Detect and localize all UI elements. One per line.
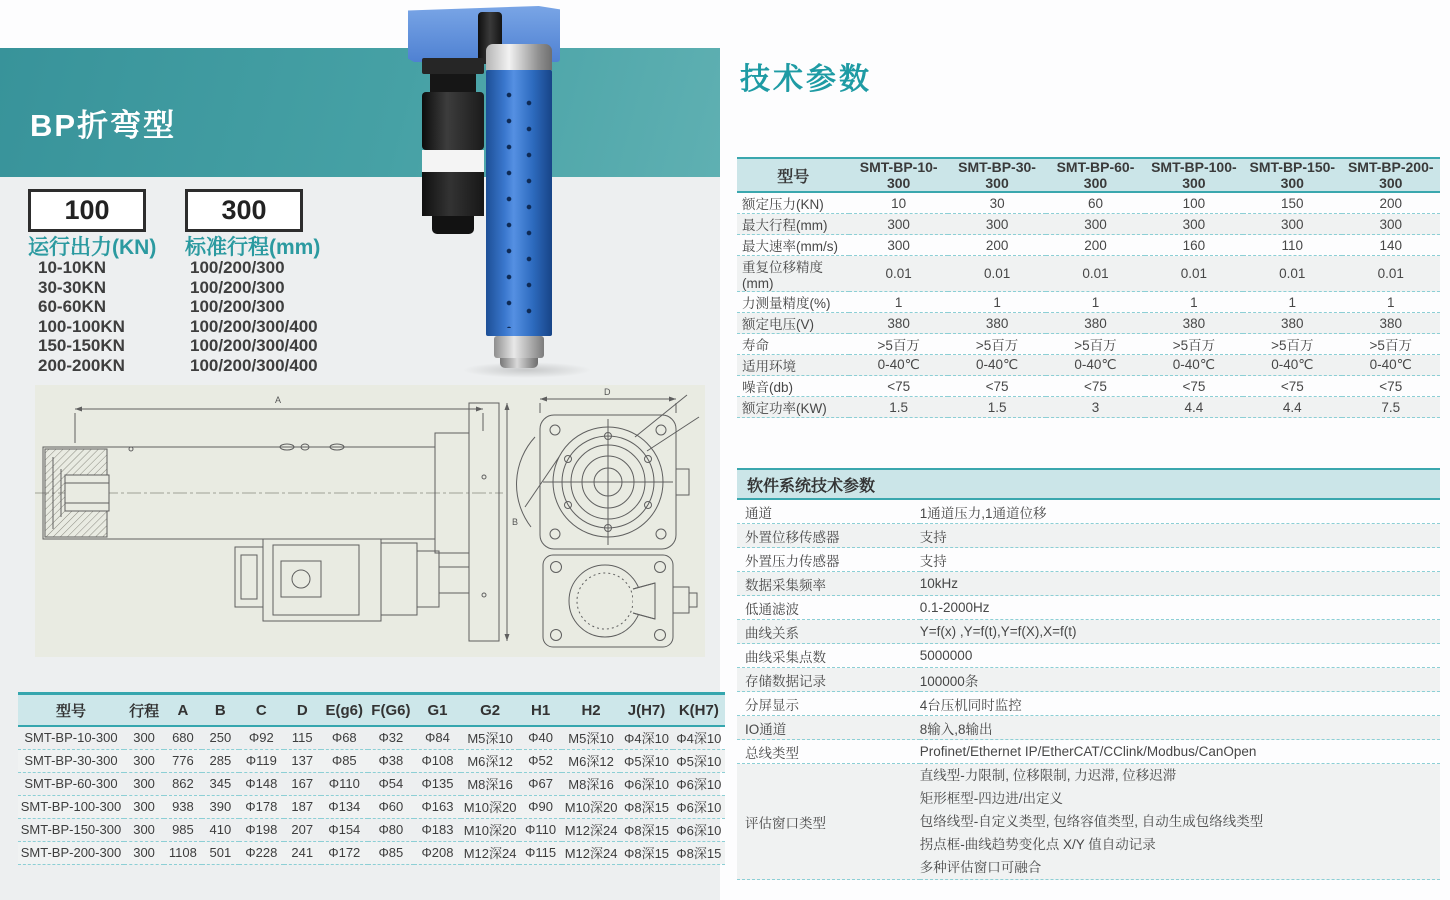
tech-table-head xyxy=(737,158,1440,192)
tech-cell: 380 xyxy=(1084,315,1107,331)
motor-neck xyxy=(430,74,476,92)
dimension-cell: 300 xyxy=(133,822,155,837)
dimension-cell: Φ67 xyxy=(528,776,553,791)
dimension-cell: Φ90 xyxy=(528,799,553,814)
dimension-cell: Φ68 xyxy=(331,730,357,746)
dimension-cell: 501 xyxy=(209,845,232,860)
tech-cell: 1 xyxy=(1190,294,1198,310)
force-option: 10-10KN xyxy=(38,258,107,277)
dimension-table-row xyxy=(18,841,725,864)
software-row-value: 5000000 xyxy=(919,648,973,663)
dimension-cell: SMT-BP-10-300 xyxy=(24,730,118,746)
tech-cell: 0-40℃ xyxy=(1172,357,1215,372)
dimension-cell: Φ85 xyxy=(378,845,404,860)
dimension-col-header: K(H7) xyxy=(673,694,725,727)
dimension-col-header: C xyxy=(239,694,283,727)
tech-row-label: 额定压力(KN) xyxy=(742,197,824,212)
software-row-label: 低通滤波 xyxy=(745,601,799,617)
tech-table-row xyxy=(737,292,1440,313)
dimension-cell: Φ163 xyxy=(421,799,454,814)
tech-cell: 0-40℃ xyxy=(1271,357,1314,372)
cad-drawing xyxy=(35,385,705,657)
dimension-cell: Φ52 xyxy=(528,753,553,768)
tech-table-row xyxy=(737,397,1440,418)
dimension-table-row xyxy=(18,795,725,818)
dimension-col-header: B xyxy=(202,694,239,727)
tech-cell: 200 xyxy=(1379,195,1403,211)
dimension-cell: Φ110 xyxy=(525,822,557,837)
software-table-row xyxy=(737,644,1440,668)
dimension-cell: SMT-BP-200-300 xyxy=(20,845,122,860)
dimension-cell: 300 xyxy=(133,730,155,746)
dimension-cell: 115 xyxy=(291,730,313,746)
tech-table-row xyxy=(737,192,1440,214)
software-table-row xyxy=(737,764,1440,880)
dimension-cell: Φ208 xyxy=(421,845,454,860)
dimension-cell: 345 xyxy=(209,776,232,791)
dimension-cell: 137 xyxy=(291,753,314,768)
stroke-option: 100/200/300 xyxy=(190,297,285,316)
software-table-title: 软件系统技术参数 xyxy=(737,469,1440,499)
dimension-cell: Φ110 xyxy=(328,776,360,791)
dimension-cell: 300 xyxy=(133,776,155,791)
force-option: 30-30KN xyxy=(38,277,107,297)
tech-table-row xyxy=(737,214,1440,235)
tech-cell: 0.01 xyxy=(885,266,912,281)
software-value-line: 包络线型-自定义类型, 包络容值类型, 自动生成包络线类型 xyxy=(919,814,1264,829)
dimension-col-header: 行程 xyxy=(124,694,164,727)
dimension-cell: Φ6深10 xyxy=(676,823,722,838)
software-table-row xyxy=(737,499,1440,524)
tech-row-label: 噪音(db) xyxy=(742,380,794,395)
cylinder-bottom-cap xyxy=(494,336,544,358)
dimension-cell: 250 xyxy=(209,730,232,746)
tech-cell: >5百万 xyxy=(1369,338,1412,353)
dimension-cell: Φ154 xyxy=(328,822,361,837)
tech-cell: 0-40℃ xyxy=(1369,357,1412,372)
dimension-cell: M12深24 xyxy=(463,846,517,861)
stroke-option: 100/200/300/400 xyxy=(190,316,318,336)
tech-cell: >5百万 xyxy=(1172,338,1216,353)
tech-cell: >5百万 xyxy=(877,338,920,353)
tech-cell: 1 xyxy=(1091,294,1100,310)
tech-col-model: SMT-BP-100-300 xyxy=(1145,158,1243,192)
tech-col-model: SMT-BP-200-300 xyxy=(1342,158,1441,192)
tech-cell: 110 xyxy=(1281,237,1304,253)
dimension-cell: SMT-BP-100-300 xyxy=(20,799,122,814)
dimension-cell: Φ38 xyxy=(378,753,404,768)
dimension-cell: 390 xyxy=(209,799,232,814)
dimension-col-header: E(g6) xyxy=(321,694,368,727)
dimension-cell: SMT-BP-150-300 xyxy=(20,822,122,837)
software-row-label: 曲线关系 xyxy=(745,625,799,641)
tech-col-model: SMT-BP-10-300 xyxy=(849,158,947,192)
dimension-cell: Φ228 xyxy=(245,845,278,860)
tech-cell: 1 xyxy=(1386,294,1395,310)
tech-cell: 1 xyxy=(1288,294,1297,310)
software-row-label: 曲线采集点数 xyxy=(745,649,826,665)
tech-cell: 4.4 xyxy=(1184,399,1204,415)
dimension-cell: Φ60 xyxy=(378,799,404,814)
dimension-col-header: A xyxy=(164,694,201,727)
dimension-cell: 1108 xyxy=(168,845,197,860)
dimension-cell: 207 xyxy=(291,822,314,837)
dimension-col-header: G2 xyxy=(461,694,520,727)
software-row-label: 数据采集频率 xyxy=(745,577,826,593)
tech-cell: <75 xyxy=(985,378,1009,394)
software-table-row xyxy=(737,524,1440,548)
series-title: BP折弯型 xyxy=(30,108,177,143)
tech-cell: 0-40℃ xyxy=(975,357,1019,372)
dimension-cell: M6深12 xyxy=(467,754,513,769)
tech-cell: 200 xyxy=(985,237,1009,253)
tech-cell: <75 xyxy=(1084,378,1107,394)
tech-cell: 140 xyxy=(1379,237,1403,253)
software-row-value: 支持 xyxy=(919,529,947,545)
tech-cell: 30 xyxy=(989,195,1005,211)
dimension-cell: M10深20 xyxy=(463,800,517,815)
tech-cell: 0.01 xyxy=(1377,266,1404,281)
dimension-cell: Φ40 xyxy=(528,730,553,746)
dimension-col-header: G1 xyxy=(414,694,461,727)
tech-cell: <75 xyxy=(1379,378,1403,394)
dimension-cell: 187 xyxy=(291,799,314,814)
software-row-value: 4台压机同时监控 xyxy=(919,697,1022,713)
tech-header-row xyxy=(737,158,1440,192)
software-row-label: 外置压力传感器 xyxy=(745,553,840,569)
dimension-cell: Φ5深10 xyxy=(676,754,722,769)
tech-row-label: 重复位移精度(mm) xyxy=(742,260,823,291)
dimension-cell: M10深20 xyxy=(564,800,618,815)
tech-table-row xyxy=(737,355,1440,376)
tech-row-label: 力测量精度(%) xyxy=(742,296,831,311)
dimension-cell: M8深16 xyxy=(467,777,513,792)
dimension-cell: M6深12 xyxy=(568,754,614,769)
dimension-header-row xyxy=(18,694,725,727)
software-table-row xyxy=(737,620,1440,644)
tech-cell: 300 xyxy=(1182,216,1206,232)
dimension-cell: M12深24 xyxy=(564,823,618,838)
stroke-option: 100/200/300 xyxy=(190,277,285,297)
tech-cell: <75 xyxy=(1280,378,1304,394)
motor-flange xyxy=(422,58,484,74)
software-value-line: 多种评估窗口可融合 xyxy=(919,860,1042,875)
tech-cell: 300 xyxy=(1281,216,1304,232)
tech-cell: <75 xyxy=(887,378,911,394)
software-row-value xyxy=(920,764,1440,880)
motor-connector xyxy=(432,216,474,234)
dimension-cell: Φ6深10 xyxy=(676,800,722,815)
dimension-table-row xyxy=(18,749,725,772)
tech-row-label: 最大速率(mm/s) xyxy=(742,239,838,254)
force-option: 200-200KN xyxy=(38,355,125,375)
dimension-cell: Φ172 xyxy=(328,845,361,860)
tech-cell: 0.01 xyxy=(1082,266,1109,281)
dimension-cell: Φ115 xyxy=(525,845,557,860)
tech-cell: >5百万 xyxy=(1271,338,1314,353)
tech-row-label: 寿命 xyxy=(742,338,769,353)
tech-cell: <75 xyxy=(1182,378,1206,394)
tech-params-table xyxy=(737,157,1440,418)
tech-cell: 0-40℃ xyxy=(1074,357,1117,372)
dimension-col-header: F(G6) xyxy=(368,694,415,727)
tech-cell: 300 xyxy=(985,216,1009,232)
tech-table-body xyxy=(737,192,1440,418)
tech-cell: 160 xyxy=(1182,237,1206,253)
dimension-col-header: J(H7) xyxy=(620,694,672,727)
dimension-table xyxy=(18,692,725,865)
tech-table-row xyxy=(737,235,1440,256)
software-table-row xyxy=(737,740,1440,764)
tech-row-label: 额定功率(KW) xyxy=(742,401,827,416)
dimension-cell: Φ32 xyxy=(378,730,404,746)
tech-row-label: 额定电压(V) xyxy=(742,317,814,332)
dimension-cell: Φ4深10 xyxy=(676,731,722,747)
dimension-col-header: D xyxy=(284,694,321,727)
tech-cell: >5百万 xyxy=(975,338,1019,353)
dimension-cell: 300 xyxy=(133,799,155,814)
force-value-box xyxy=(28,189,146,232)
cylinder-chrome-cap xyxy=(486,44,552,70)
tech-cell: 380 xyxy=(1281,315,1304,331)
software-table-row xyxy=(737,716,1440,740)
stroke-option: 100/200/300/400 xyxy=(190,336,318,355)
dimension-cell: Φ198 xyxy=(245,822,278,837)
dimension-cell: Φ178 xyxy=(245,799,278,814)
tech-cell: 1.5 xyxy=(987,399,1007,415)
tech-cell: 0.01 xyxy=(1180,266,1208,281)
dim-label-B: B xyxy=(512,517,519,527)
software-table-row xyxy=(737,548,1440,572)
tech-cell: 3 xyxy=(1091,399,1100,415)
dimension-cell: SMT-BP-30-300 xyxy=(24,753,118,768)
tech-cell: 4.4 xyxy=(1282,399,1302,415)
stroke-option: 100/200/300 xyxy=(190,258,285,277)
dimension-cell: Φ80 xyxy=(378,822,404,837)
dimension-cell: M5深10 xyxy=(568,731,614,747)
dimension-cell: SMT-BP-60-300 xyxy=(24,776,118,791)
stroke-value: 300 xyxy=(221,195,267,225)
dimension-table-row xyxy=(18,818,725,841)
software-value-line: 拐点框-曲线趋势变化点 X/Y 值自动记录 xyxy=(919,837,1156,852)
cylinder-body xyxy=(486,70,552,336)
cylinder-rod-tip xyxy=(500,358,538,368)
dimension-cell: Φ54 xyxy=(378,776,404,791)
software-row-value: 1通道压力,1通道位移 xyxy=(919,505,1047,521)
tech-cell: 0-40℃ xyxy=(877,357,920,372)
dimension-cell: Φ8深15 xyxy=(623,846,670,861)
tech-col-label: 型号 xyxy=(737,158,849,192)
software-header-row xyxy=(737,469,1440,499)
force-option: 150-150KN xyxy=(38,336,125,355)
dimension-cell: Φ92 xyxy=(248,730,274,746)
cad-drawing-svg xyxy=(35,385,705,657)
dimension-cell: Φ84 xyxy=(425,730,450,746)
tech-cell: 380 xyxy=(887,315,910,331)
stroke-options-list xyxy=(190,258,318,375)
tech-cell: 300 xyxy=(1379,216,1403,232)
tech-cell: 60 xyxy=(1087,195,1103,211)
motor-lower-body xyxy=(422,172,484,216)
product-photo xyxy=(398,0,748,398)
stroke-label: 标准行程(mm) xyxy=(185,236,321,259)
dimension-cell: 938 xyxy=(172,799,194,814)
dimension-cell: Φ148 xyxy=(245,776,278,791)
dimension-cell: 300 xyxy=(133,845,155,860)
force-label: 运行出力(KN) xyxy=(28,236,157,259)
dimension-cell: Φ6深10 xyxy=(623,777,670,792)
tech-cell: 1 xyxy=(894,294,903,310)
dimension-cell: Φ8深15 xyxy=(676,846,722,861)
stroke-option: 100/200/300/400 xyxy=(190,355,318,375)
force-options-list xyxy=(38,258,125,375)
dimension-cell: Φ8深15 xyxy=(623,823,670,838)
dimension-cell: Φ134 xyxy=(328,799,361,814)
dim-label-D: D xyxy=(604,387,611,397)
dimension-cell: M8深16 xyxy=(568,777,614,792)
dimension-cell: Φ135 xyxy=(421,776,454,791)
dimension-col-header: H1 xyxy=(519,694,561,727)
dimension-cell: 241 xyxy=(291,845,314,860)
dimension-col-header: H2 xyxy=(562,694,621,727)
software-table-body xyxy=(737,499,1440,880)
tech-table-row xyxy=(737,376,1440,397)
dimension-col-header: 型号 xyxy=(18,694,124,727)
dimension-cell: Φ108 xyxy=(421,753,454,768)
software-row-value: 10kHz xyxy=(919,576,959,591)
dimension-cell: M12深24 xyxy=(564,846,618,861)
tech-cell: 7.5 xyxy=(1381,399,1401,415)
software-row-value: 0.1-2000Hz xyxy=(919,600,990,615)
software-table-row xyxy=(737,572,1440,596)
tech-cell: 1.5 xyxy=(889,399,909,415)
tech-col-model: SMT-BP-30-300 xyxy=(948,158,1046,192)
software-table-row xyxy=(737,668,1440,692)
dimension-cell: 300 xyxy=(133,753,155,768)
dimension-table-row xyxy=(18,772,725,795)
tech-cell: >5百万 xyxy=(1074,338,1117,353)
software-row-value: 100000条 xyxy=(919,673,979,689)
dimension-cell: 862 xyxy=(172,776,194,791)
tech-cell: 300 xyxy=(1084,216,1107,232)
software-row-label: 外置位移传感器 xyxy=(745,529,840,545)
tech-params-title: 技术参数 xyxy=(740,63,872,96)
dimension-cell: 285 xyxy=(209,753,232,768)
tech-cell: 100 xyxy=(1182,195,1206,211)
tech-cell: 10 xyxy=(891,195,907,211)
tech-table-row xyxy=(737,313,1440,334)
software-value-line: 直线型-力限制, 位移限制, 力迟滞, 位移迟滞 xyxy=(919,768,1177,783)
tech-table-row xyxy=(737,334,1440,355)
software-row-label: 存储数据记录 xyxy=(745,673,826,689)
tech-cell: 300 xyxy=(887,216,910,232)
tech-table-row xyxy=(737,256,1440,292)
force-option: 60-60KN xyxy=(38,297,107,316)
dimension-cell: 985 xyxy=(172,822,194,837)
software-row-label: 评估窗口类型 xyxy=(745,815,826,831)
dimension-table-row xyxy=(18,726,725,749)
dimension-cell: 410 xyxy=(209,822,232,837)
tech-cell: 200 xyxy=(1084,237,1107,253)
tech-cell: 300 xyxy=(887,237,910,253)
dimension-cell: Φ85 xyxy=(331,753,357,768)
software-params-table xyxy=(737,468,1440,880)
software-table-row xyxy=(737,596,1440,620)
dimension-cell: Φ4深10 xyxy=(623,731,670,747)
tech-cell: 380 xyxy=(1379,315,1403,331)
software-row-label: 总线类型 xyxy=(745,745,799,761)
tech-cell: 150 xyxy=(1281,195,1304,211)
tech-row-label: 适用环境 xyxy=(742,359,796,374)
force-value: 100 xyxy=(64,195,110,225)
dimension-cell: Φ8深15 xyxy=(623,800,670,815)
dimension-cell: 776 xyxy=(172,753,194,768)
software-row-value: 8输入,8输出 xyxy=(919,721,993,737)
motor-body xyxy=(422,92,484,150)
tech-cell: 380 xyxy=(985,315,1009,331)
software-row-value: Y=f(x) ,Y=f(t),Y=f(X),X=f(t) xyxy=(919,624,1077,639)
tech-cell: 1 xyxy=(993,294,1001,310)
dimension-table-body xyxy=(18,726,725,864)
dimension-cell: Φ119 xyxy=(245,753,277,768)
software-table-row xyxy=(737,692,1440,716)
motor-label-band xyxy=(422,150,484,172)
dimension-cell: Φ183 xyxy=(421,822,454,837)
tech-col-model: SMT-BP-60-300 xyxy=(1046,158,1144,192)
dimension-cell: M10深20 xyxy=(463,823,517,838)
software-row-label: 通道 xyxy=(745,505,772,521)
tech-cell: 380 xyxy=(1182,315,1206,331)
software-value-line: 矩形框型-四边进/出定义 xyxy=(919,791,1064,806)
tech-row-label: 最大行程(mm) xyxy=(742,218,828,233)
stroke-value-box xyxy=(185,189,303,232)
software-row-label: IO通道 xyxy=(745,721,787,737)
dimension-cell: Φ5深10 xyxy=(623,754,670,769)
cylinder-bolt-dots xyxy=(526,100,532,328)
dimension-cell: 680 xyxy=(172,730,194,746)
dimension-cell: M5深10 xyxy=(467,731,513,747)
software-row-label: 分屏显示 xyxy=(745,697,799,713)
dimension-cell: Φ6深10 xyxy=(676,777,722,792)
dim-label-A: A xyxy=(275,395,282,405)
software-row-value: 支持 xyxy=(919,553,947,569)
dimension-table-head xyxy=(18,694,725,727)
software-row-value: Profinet/Ethernet IP/EtherCAT/CClink/Modbus/CanOpen xyxy=(919,744,1257,759)
software-table-head xyxy=(737,469,1440,499)
tech-col-model: SMT-BP-150-300 xyxy=(1243,158,1341,192)
tech-cell: 0.01 xyxy=(983,266,1011,281)
dimension-cell: 167 xyxy=(291,776,314,791)
tech-cell: 0.01 xyxy=(1279,266,1306,281)
cylinder-bolt-dots xyxy=(506,92,512,328)
force-option: 100-100KN xyxy=(38,316,125,336)
